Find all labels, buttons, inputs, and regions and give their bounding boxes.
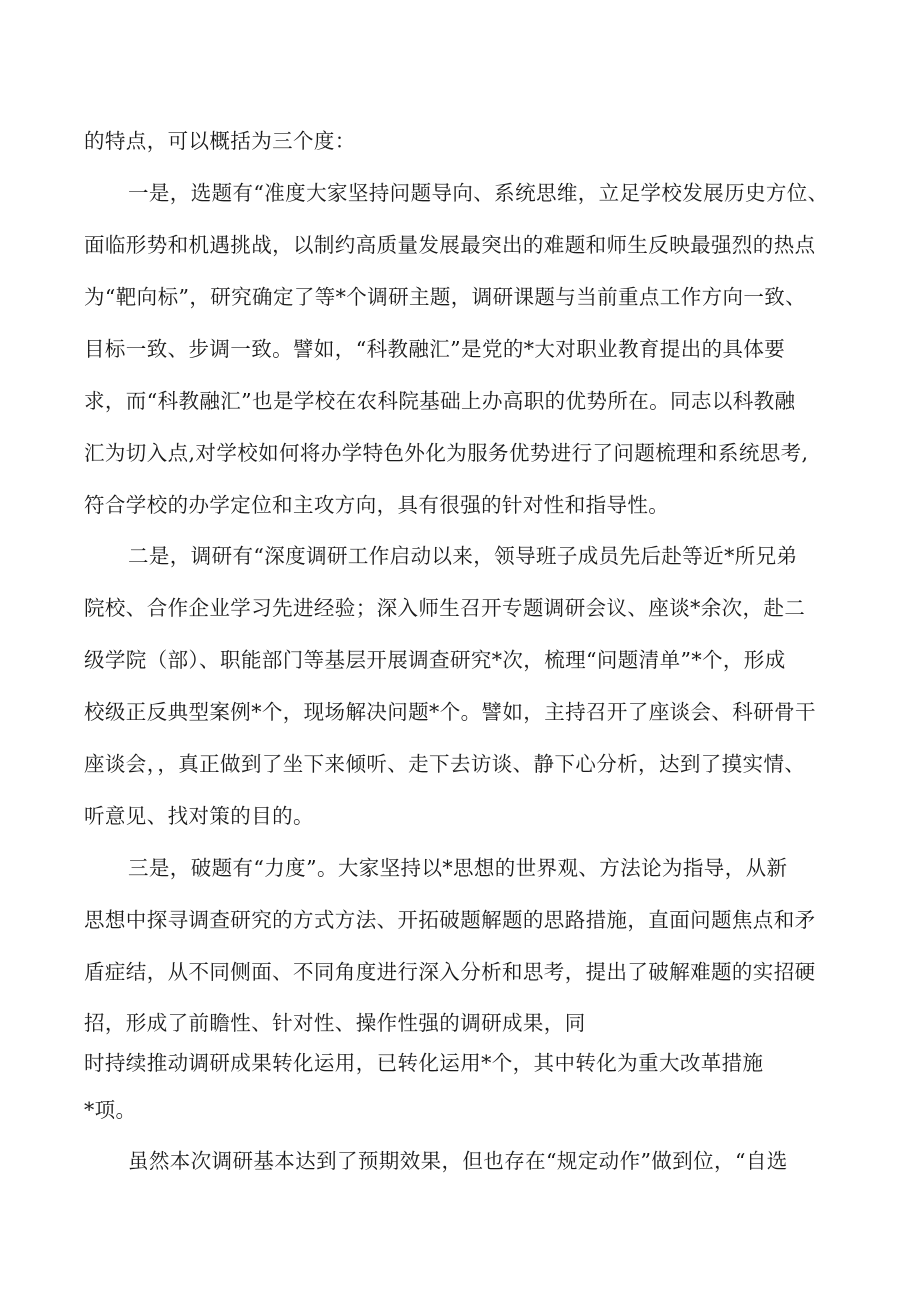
paragraph-1-line: 一是，选题有“准度大家坚持问题导向、系统思维，立足学校发展历史方位、 (128, 181, 829, 205)
text-line: 汇为切入点,对学校如何将办学特色外化为服务优势进行了问题梳理和系统思考, (84, 441, 809, 465)
paragraph-2-line: 二是，调研有“深度调研工作启动以来，领导班子成员先后赴等近*所兄弟 (128, 544, 798, 568)
text-line: 院校、合作企业学习先进经验；深入师生召开专题调研会议、座谈*余次，赴二 (84, 596, 806, 620)
text-line: 思想中探寻调查研究的方式方法、开拓破题解题的思路措施，直面问题焦点和矛 (84, 908, 816, 932)
text-line: 时持续推动调研成果转化运用，已转化运用*个，其中转化为重大改革措施 (84, 1051, 764, 1075)
text-line: 听意见、找对策的目的。 (84, 804, 314, 828)
text-line: 目标一致、步调一致。譬如，“科教融汇”是党的*大对职业教育提出的具体要 (84, 337, 786, 361)
text-line: 招，形成了前瞻性、针对性、操作性强的调研成果，同 (84, 1011, 586, 1035)
text-line: 校级正反典型案例*个，现场解决问题*个。譬如，主持召开了座谈会、科研骨干 (84, 700, 816, 724)
text-line: 座谈会，，真正做到了坐下来倾听、走下去访谈、静下心分析，达到了摸实情、 (84, 752, 806, 776)
text-line: *项。 (84, 1098, 137, 1122)
text-line: 为“靶向标”，研究确定了等*个调研主题，调研课题与当前重点工作方向一致、 (84, 285, 807, 309)
text-line: 级学院（部）、职能部门等基层开展调查研究*次，梳理“问题清单”*个，形成 (84, 648, 786, 672)
paragraph-4-line: 虽然本次调研基本达到了预期效果，但也存在“规定动作”做到位，“自选 (128, 1149, 788, 1173)
text-line: 的特点，可以概括为三个度： (84, 129, 356, 153)
text-line: 盾症结，从不同侧面、不同角度进行深入分析和思考，提出了破解难题的实招硬 (84, 960, 816, 984)
paragraph-3-line: 三是，破题有“力度”。大家坚持以*思想的世界观、方法论为指导，从新 (128, 856, 788, 880)
text-line: 求，而“科教融汇”也是学校在农科院基础上办高职的优势所在。同志以科教融 (84, 389, 796, 413)
text-line: 符合学校的办学定位和主攻方向，具有很强的针对性和指导性。 (84, 493, 670, 517)
text-line: 面临形势和机遇挑战，以制约高质量发展最突出的难题和师生反映最强烈的热点 (84, 233, 816, 257)
